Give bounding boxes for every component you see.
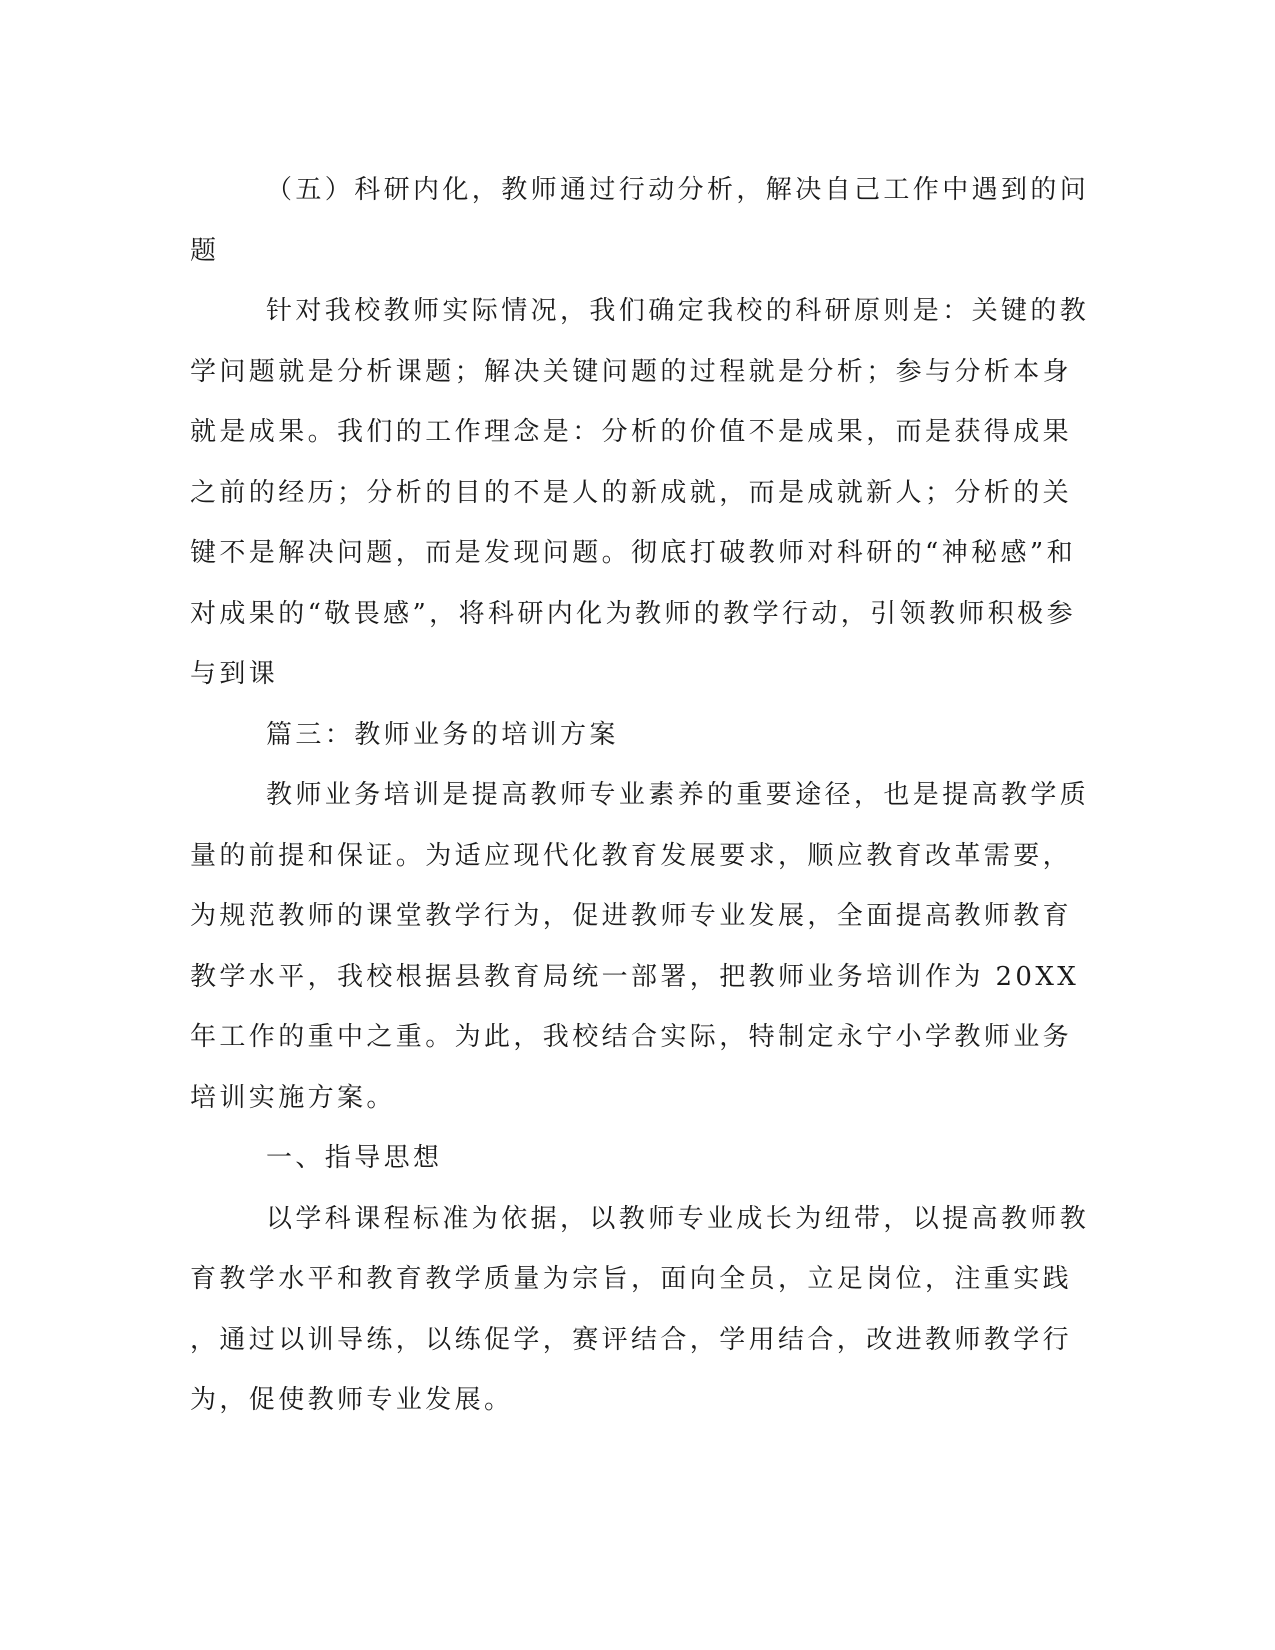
text-line: 以学科课程标准为依据，以教师专业成长为纽带，以提高教师教 bbox=[266, 1203, 1090, 1234]
text-line: 培训实施方案。 bbox=[190, 1082, 396, 1113]
section-heading: 一、指导思想 bbox=[266, 1143, 443, 1173]
text-line: 与到课 bbox=[190, 659, 279, 689]
text-line: 针对我校教师实际情况，我们确定我校的科研原则是：关键的教 bbox=[266, 296, 1090, 326]
text-line: 为规范教师的课堂教学行为，促进教师专业发展，全面提高教师教育 bbox=[190, 901, 1073, 931]
text-line: 键不是解决问题，而是发现问题。彻底打破教师对科研的“神秘感”和 bbox=[190, 538, 1076, 568]
section-heading: 篇三：教师业务的培训方案 bbox=[266, 719, 619, 750]
text-line: 对成果的“敬畏感”，将科研内化为教师的教学行动，引领教师积极参 bbox=[190, 598, 1076, 629]
text-line: 年工作的重中之重。为此，我校结合实际，特制定永宁小学教师业务 bbox=[190, 1022, 1073, 1052]
text-line: 教学水平，我校根据县教育局统一部署，把教师业务培训作为 20XX bbox=[190, 961, 1080, 992]
text-line: （五）科研内化，教师通过行动分析，解决自己工作中遇到的问 bbox=[266, 175, 1090, 205]
text-line: 育教学水平和教育教学质量为宗旨，面向全员，立足岗位，注重实践 bbox=[190, 1264, 1073, 1294]
text-line: 为，促使教师专业发展。 bbox=[190, 1385, 514, 1415]
text-line: ，通过以训导练，以练促学，赛评结合，学用结合，改进教师教学行 bbox=[190, 1324, 1073, 1355]
text-line: 量的前提和保证。为适应现代化教育发展要求，顺应教育改革需要， bbox=[190, 840, 1073, 871]
text-line: 之前的经历；分析的目的不是人的新成就，而是成就新人；分析的关 bbox=[190, 477, 1073, 508]
text-line: 就是成果。我们的工作理念是：分析的价值不是成果，而是获得成果 bbox=[190, 417, 1073, 447]
text-line: 题 bbox=[190, 235, 220, 266]
text-line: 教师业务培训是提高教师专业素养的重要途径，也是提高教学质 bbox=[266, 780, 1090, 810]
text-line: 学问题就是分析课题；解决关键问题的过程就是分析；参与分析本身 bbox=[190, 356, 1073, 387]
document-body bbox=[190, 160, 1090, 1431]
